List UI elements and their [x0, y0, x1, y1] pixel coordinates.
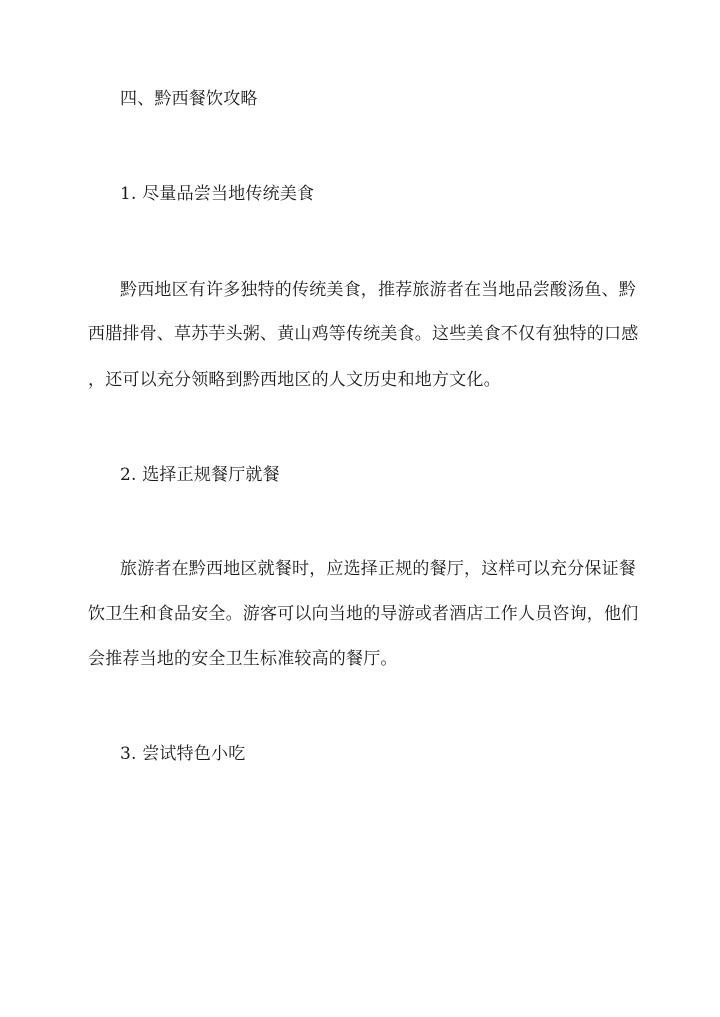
item-1-paragraph-line-1: 黔西地区有许多独特的传统美食，推荐旅游者在当地品尝酸汤鱼、黔 — [120, 280, 636, 300]
item-2-heading: 2. 选择正规餐厅就餐 — [120, 465, 280, 485]
item-1-heading: 1. 尽量品尝当地传统美食 — [120, 184, 315, 204]
section-title: 四、黔西餐饮攻略 — [120, 89, 258, 109]
item-3-heading: 3. 尝试特色小吃 — [120, 744, 246, 764]
item-2-paragraph-line-3: 会推荐当地的安全卫生标准较高的餐厅。 — [88, 649, 398, 669]
item-1-paragraph-line-3: ，还可以充分领略到黔西地区的人文历史和地方文化。 — [88, 370, 501, 390]
item-2-paragraph-line-1: 旅游者在黔西地区就餐时，应选择正规的餐厅，这样可以充分保证餐 — [120, 559, 636, 579]
item-2-paragraph-line-2: 饮卫生和食品安全。游客可以向当地的导游或者酒店工作人员咨询，他们 — [88, 604, 639, 624]
item-1-paragraph-line-2: 西腊排骨、草苏芋头粥、黄山鸡等传统美食。这些美食不仅有独特的口感 — [88, 324, 639, 344]
